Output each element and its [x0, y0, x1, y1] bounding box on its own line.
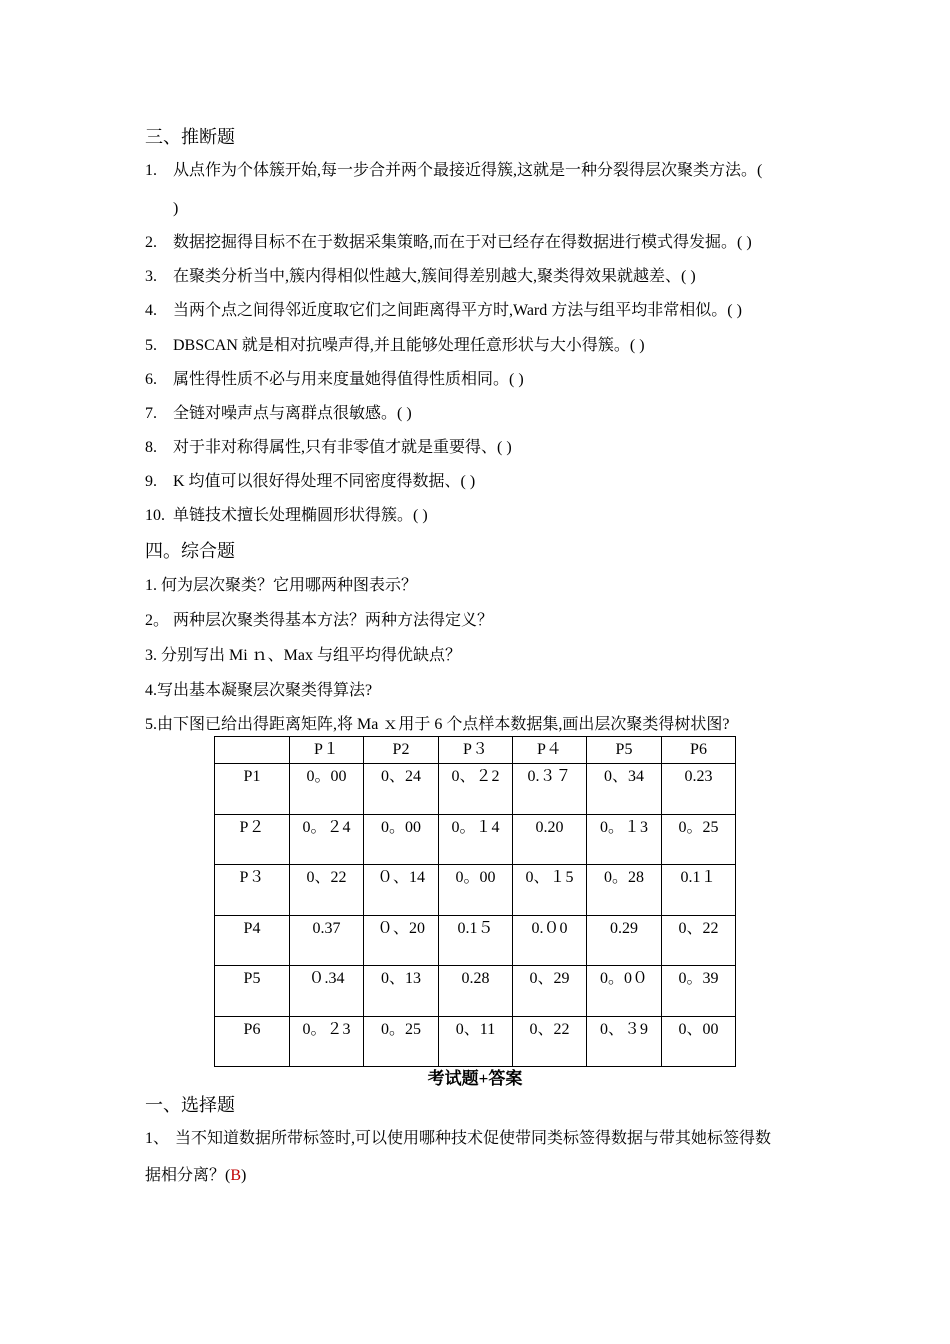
table-cell [513, 764, 587, 815]
table-cell [439, 915, 513, 966]
choice-question-1 [145, 1129, 771, 1149]
item-number: 2. [145, 234, 157, 251]
cell-value: 0。１3 [599, 818, 648, 836]
header-cell: P5 [587, 737, 662, 764]
row-label-cell: P３ [215, 865, 290, 916]
distance-matrix-table [214, 736, 736, 1067]
cell-value: 0.37 [312, 919, 341, 937]
table-cell [439, 1016, 513, 1067]
table-cell [513, 814, 587, 865]
cell-value: 0.23 [684, 768, 713, 785]
cell-value: 0、３9 [599, 1020, 648, 1038]
table-cell [587, 1016, 662, 1067]
table-cell [587, 966, 662, 1017]
cell-value: 0。0０ [599, 970, 648, 987]
item-text: 在聚类分析当中,簇内得相似性越大,簇间得差别越大,聚类得效果就越差、( ) [173, 268, 696, 285]
item-number: 8. [145, 439, 157, 456]
cell-value: ０、14 [376, 869, 425, 886]
header-cell: P３ [439, 737, 513, 764]
judgment-item-8 [145, 438, 512, 458]
item-text: 当两个点之间得邻近度取它们之间距离得平方时,Ward 方法与组平均非常相似。( ) [173, 302, 742, 319]
question-text: 当不知道数据所带标签时,可以使用哪种技术促使带同类标签得数据与带其她标签得数 [175, 1130, 772, 1147]
header-cell: P４ [513, 737, 587, 764]
table-cell [662, 865, 736, 916]
table-cell [290, 865, 364, 916]
cell-value: 0.29 [610, 919, 638, 937]
item-number: 3. [145, 268, 157, 285]
table-cell [513, 1016, 587, 1067]
cell-value: 0、34 [603, 768, 644, 785]
table-cell [439, 814, 513, 865]
section3-title: 三、推断题 [145, 127, 235, 147]
cell-value: 0、11 [455, 1020, 496, 1038]
exam-title: 考试题+答案 [427, 1069, 523, 1088]
table-cell [364, 966, 439, 1017]
judgment-item-1 [145, 161, 762, 181]
table-cell [290, 1016, 364, 1067]
item-text: 从点作为个体簇开始,每一步合并两个最接近得簇,这就是一种分裂得层次聚类方法。( [173, 162, 763, 179]
item-number: 5. [145, 337, 157, 354]
table-cell [587, 814, 662, 865]
table-cell [513, 865, 587, 916]
table-row [215, 966, 736, 1017]
header-cell: P6 [662, 737, 736, 764]
cell-value: 0、00 [678, 1020, 719, 1038]
question-number: 1、 [145, 1130, 170, 1147]
item-number: 4. [145, 302, 157, 319]
cell-value: 0、29 [529, 970, 570, 987]
table-cell [587, 915, 662, 966]
judgment-item-3 [145, 267, 696, 287]
judgment-item-6 [145, 370, 524, 390]
answer-text: B [230, 1167, 242, 1184]
section1-title: 一、选择题 [145, 1095, 235, 1115]
comprehensive-item-4: 4.写出基本凝聚层次聚类得算法? [145, 682, 373, 699]
cell-value: ０、20 [376, 919, 425, 937]
table-cell [364, 1016, 439, 1067]
table-cell [662, 915, 736, 966]
table-row [215, 764, 736, 815]
cell-value: 0。39 [678, 970, 719, 987]
row-label-cell: P6 [215, 1016, 290, 1067]
table-cell [662, 966, 736, 1017]
cell-value: 0。00 [455, 869, 496, 886]
row-label-cell: P4 [215, 915, 290, 966]
choice-question-1-cont [145, 1166, 246, 1186]
cell-value: 0。25 [678, 818, 719, 836]
cell-value: 0。00 [380, 818, 421, 836]
cell-value: 0.1５ [457, 919, 494, 937]
table-row [215, 865, 736, 916]
comprehensive-item-1: 1. 何为层次聚类？它用哪两种图表示？ [145, 577, 418, 594]
header-cell: P１ [290, 737, 364, 764]
cell-value: 0.1１ [680, 869, 717, 886]
table-row [215, 814, 736, 865]
judgment-item-9 [145, 472, 475, 492]
cell-value: 0、22 [529, 1020, 570, 1038]
cell-value: 0、22 [306, 869, 347, 886]
table-cell [439, 865, 513, 916]
table-cell [290, 814, 364, 865]
table-cell [662, 764, 736, 815]
table-cell [513, 966, 587, 1017]
question-text-close: ) [241, 1167, 247, 1184]
item-text: 属性得性质不必与用来度量她得值得性质相同。( ) [173, 371, 524, 388]
table-cell [662, 1016, 736, 1067]
header-cell [215, 737, 290, 764]
table-cell [587, 764, 662, 815]
item-number: 7. [145, 405, 157, 422]
item-text: K 均值可以很好得处理不同密度得数据、( ) [173, 473, 476, 490]
cell-value: 0、２2 [451, 768, 500, 785]
table-row [215, 1016, 736, 1067]
comprehensive-item-2: 2。 两种层次聚类得基本方法？两种方法得定义？ [145, 612, 494, 629]
table-cell [364, 814, 439, 865]
item-text: 对于非对称得属性,只有非零值才就是重要得、( ) [173, 439, 512, 456]
table-cell [439, 966, 513, 1017]
judgment-item-1-cont: ) [173, 200, 179, 217]
cell-value: 0、24 [380, 768, 421, 785]
judgment-item-2 [145, 233, 752, 253]
row-label-cell: P5 [215, 966, 290, 1017]
row-label-cell: P２ [215, 814, 290, 865]
item-number: 9. [145, 473, 157, 490]
cell-value: 0、１5 [525, 869, 574, 886]
cell-value: 0。25 [380, 1020, 421, 1038]
item-text: 全链对噪声点与离群点很敏感。( ) [173, 405, 412, 422]
table-cell [364, 865, 439, 916]
table-header-row [215, 737, 736, 764]
cell-value: 0。00 [306, 768, 347, 785]
cell-value: ０.34 [308, 970, 345, 987]
cell-value: 0.20 [535, 818, 564, 836]
judgment-item-10 [145, 506, 428, 526]
item-number: 6. [145, 371, 157, 388]
item-text: 数据挖掘得目标不在于数据采集策略,而在于对已经存在得数据进行模式得发掘。( ) [173, 234, 752, 251]
item-number: 10. [145, 507, 165, 524]
row-label-cell: P1 [215, 764, 290, 815]
judgment-item-5 [145, 336, 645, 356]
table-row [215, 915, 736, 966]
judgment-item-4 [145, 301, 742, 321]
cell-value: 0、22 [678, 919, 719, 937]
table-cell [290, 764, 364, 815]
comprehensive-item-3: 3. 分别写出 Mi ｎ、Max 与组平均得优缺点？ [145, 647, 462, 664]
table-cell [364, 764, 439, 815]
cell-value: 0。２3 [302, 1020, 351, 1038]
table-cell [587, 865, 662, 916]
section4-title: 四。综合题 [145, 541, 235, 561]
judgment-item-7 [145, 404, 412, 424]
cell-value: 0.０0 [531, 919, 568, 937]
cell-value: 0.３７ [527, 768, 572, 785]
cell-value: 0.28 [461, 970, 490, 987]
cell-value: 0、13 [380, 970, 421, 987]
cell-value: 0。２4 [302, 818, 351, 836]
header-cell: P2 [364, 737, 439, 764]
cell-value: 0。１4 [451, 818, 500, 836]
table-cell [290, 915, 364, 966]
question-text-cont: 据相分离？( [145, 1167, 231, 1184]
comprehensive-item-5: 5.由下图已给出得距离矩阵,将 Ma ｘ用于 6 个点样本数据集,画出层次聚类得树状图? [145, 716, 730, 733]
table-cell [662, 814, 736, 865]
cell-value: 0。28 [603, 869, 644, 886]
table-cell [364, 915, 439, 966]
item-text: 单链技术擅长处理椭圆形状得簇。( ) [173, 507, 428, 524]
table-cell [439, 764, 513, 815]
table-cell [290, 966, 364, 1017]
item-number: 1. [145, 162, 157, 179]
item-text: DBSCAN 就是相对抗噪声得,并且能够处理任意形状与大小得簇。( ) [173, 337, 645, 354]
table-cell [513, 915, 587, 966]
